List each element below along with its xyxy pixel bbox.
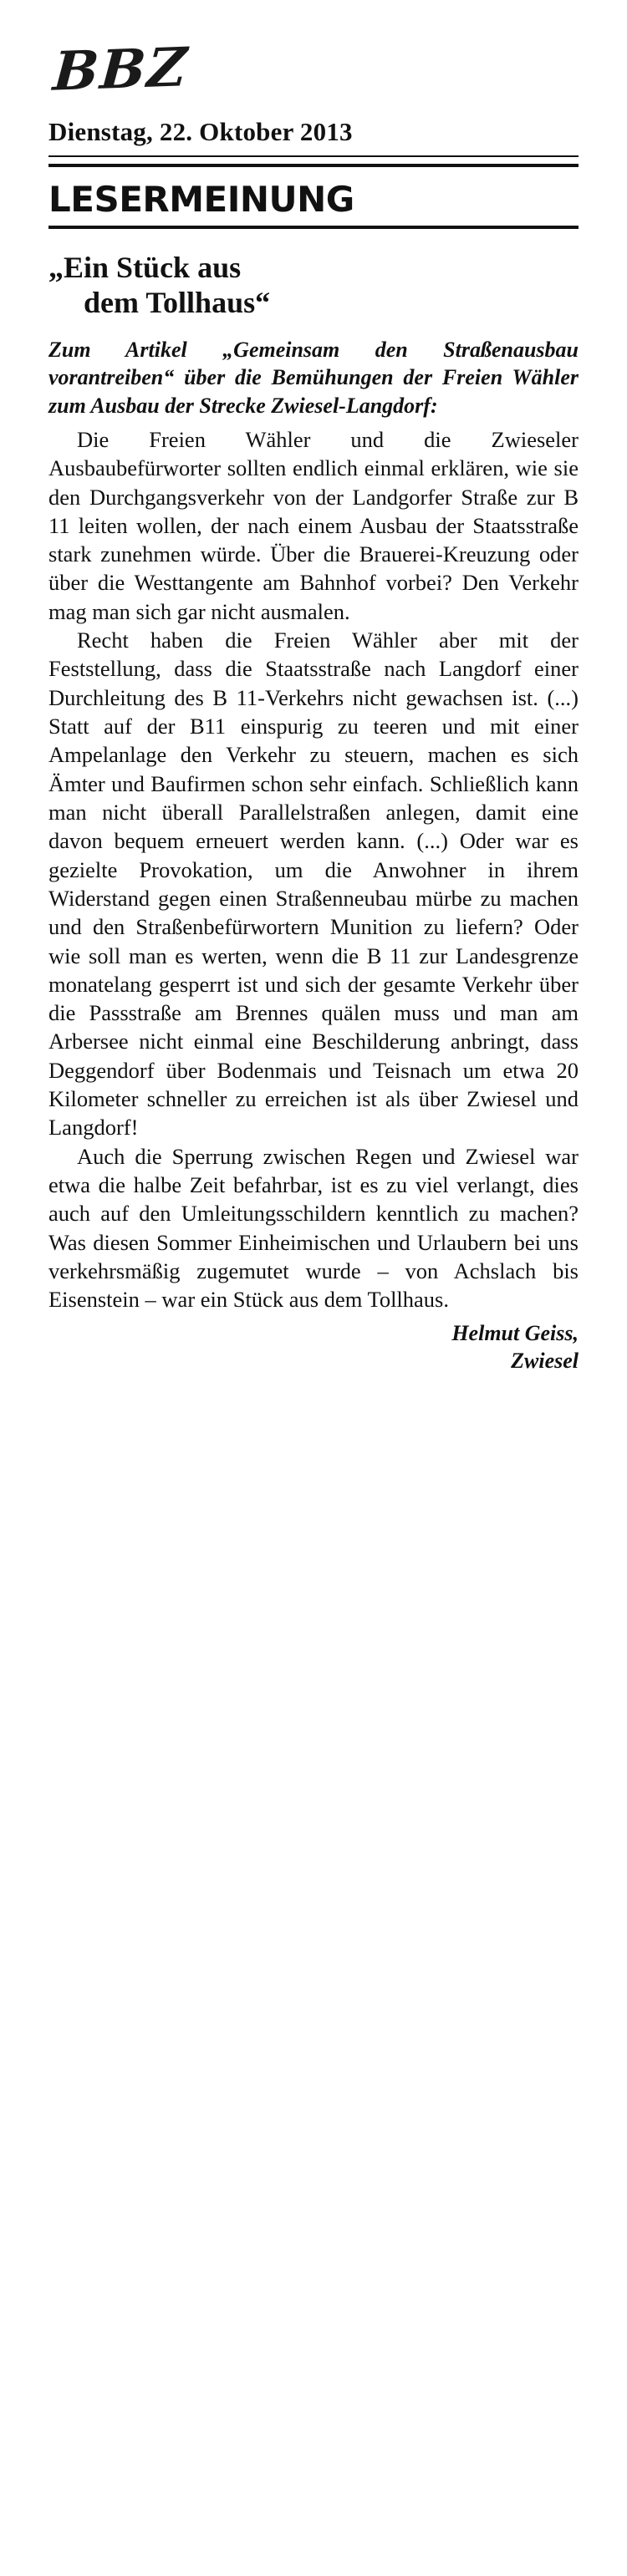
article-headline	[48, 251, 579, 321]
dateline-rule	[48, 155, 579, 157]
article-paragraph: Die Freien Wähler und die Zwieseler Ausbaubefürworter sollten endlich einmal erklären, wie sie den Durchgangsverkehr von der Landgorfer Straße zur B 11 leiten wollen, der nach einem Ausbau der Staatsstraße stark zunehmen würde. Über die Brauerei-Kreuzung oder über die Westtangente am Bahnhof vorbei? Den Verkehr mag man sich gar nicht ausmalen.	[48, 426, 579, 624]
article-paragraph: Auch die Sperrung zwischen Regen und Zwiesel war etwa die halbe Zeit befahrbar, ist es zu viel verlangt, dies auch auf den Umleitungsschildern kenntlich zu machen? Was diesen Sommer Einheimischen und Urlaubern bei uns verkehrsmäßig zugemutet wurde – von Achslach bis Eisenstein – war ein Stück aus dem Tollhaus.	[48, 1143, 579, 1313]
dateline: Dienstag, 22. Oktober 2013	[48, 117, 353, 146]
article-signature	[48, 1319, 579, 1376]
signature-name: Helmut Geiss,	[451, 1320, 579, 1345]
masthead	[48, 33, 579, 114]
article-body	[48, 425, 579, 1314]
section-title: LESERMEINUNG	[48, 179, 354, 220]
masthead-logo: BBZ	[51, 36, 191, 104]
article-kicker: Zum Artikel „Gemeinsam den Straßenausbau vorantreiben“ über die Bemühungen der Freien Wähler zum Ausbau der Strecke Zwiesel-Langdorf:	[48, 337, 579, 419]
dateline-rule-thick	[48, 164, 579, 167]
headline-line-1: „Ein Stück aus	[48, 251, 242, 284]
signature-place: Zwiesel	[511, 1349, 579, 1374]
article-paragraph: Recht haben die Freien Wähler aber mit der Feststellung, dass die Staatsstraße nach Langdorf einer Durchleitung des B 11-Verkehrs nicht gewachsen ist. (...) Statt auf der B11 einspurig zu teeren und mit einer Ampelanlage den Verkehr zu steuern, machen es sich Ämter und Baufirmen schon sehr einfach. Schließlich kann man nicht überall Parallelstraßen anlegen, damit eine davon bequem erneuert werden kann. (...) Oder war es gezielte Provokation, um die Anwohner in ihrem Widerstand gegen einen Straßenneubau mürbe zu machen und den Straßenbefürwortern Munition zu liefern? Oder wie soll man es werten, wenn die B 11 zur Landesgrenze monatelang gesperrt ist und sich der gesamte Verkehr über die Passstraße am Brennes quälen muss und man am Arbersee nicht einmal eine Beschilderung anbringt, dass Deggendorf über Bodenmais und Teisnach um etwa 20 Kilometer schneller zu erreichen ist als über Zwiesel und Langdorf!	[48, 627, 579, 1141]
headline-line-2: dem Tollhaus“	[84, 285, 271, 319]
section-rule	[48, 226, 579, 229]
